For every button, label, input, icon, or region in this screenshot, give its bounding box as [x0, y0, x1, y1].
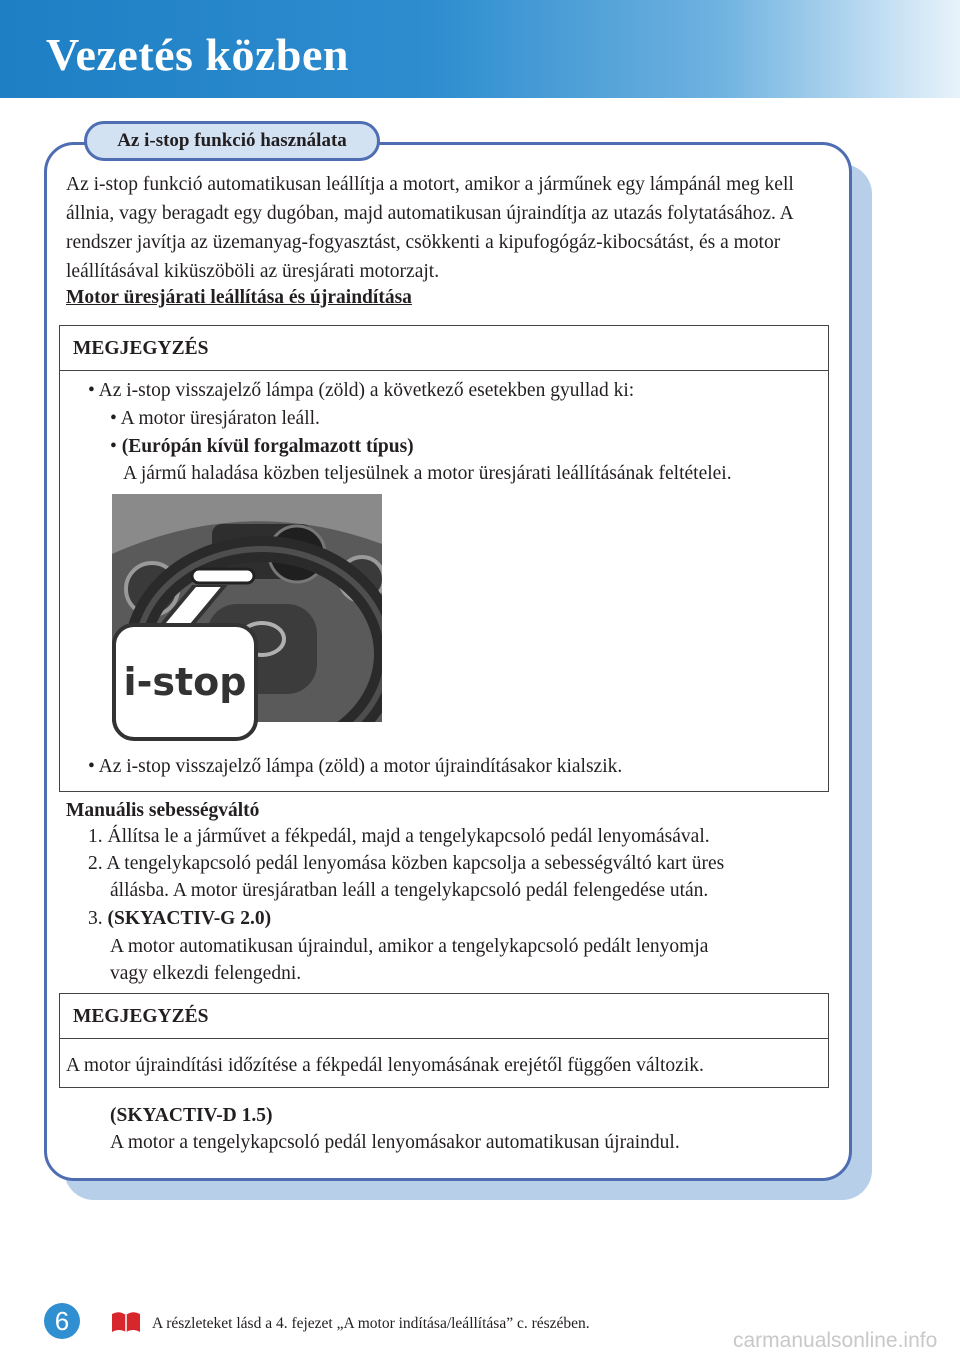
note-bullet-2: • Az i-stop visszajelző lámpa (zöld) a motor újraindításakor kialszik.	[88, 756, 623, 777]
note-bullet-1: • Az i-stop visszajelző lámpa (zöld) a következő esetekben gyullad ki:	[88, 380, 635, 401]
watermark: carmanualsonline.info	[733, 1329, 938, 1352]
diesel-text: A motor a tengelykapcsoló pedál lenyomásakor automatikusan újraindul.	[110, 1132, 680, 1153]
page-number: 6	[44, 1303, 80, 1339]
step-3	[88, 905, 271, 932]
diesel-engine-label: (SKYACTIV-D 1.5)	[110, 1105, 273, 1126]
step-3-engine: (SKYACTIV-G 2.0)	[107, 908, 272, 929]
note-heading: MEGJEGYZÉS	[60, 994, 828, 1039]
footer-reference: A részleteket lásd a 4. fejezet „A motor indítása/leállítása” c. részében.	[152, 1315, 590, 1332]
i-stop-indicator-callout	[112, 623, 258, 741]
page-header	[0, 0, 960, 98]
manual-heading: Manuális sebességváltó	[66, 800, 260, 821]
page-title: Vezetés közben	[46, 29, 349, 80]
bullet-mark: •	[110, 436, 117, 457]
step-2-cont: állásba. A motor üresjáratban leáll a tengelykapcsoló pedál felengedése után.	[110, 880, 709, 901]
step-3-text: A motor automatikusan újraindul, amikor a tengelykapcsoló pedált lenyomja	[110, 936, 709, 957]
note-sub-bullet-1: • A motor üresjáraton leáll.	[110, 408, 320, 429]
book-icon	[110, 1310, 142, 1334]
note-2-text: A motor újraindítási időzítése a fékpedál lenyomásának erejétől függően változik.	[66, 1055, 704, 1076]
step-3-text-cont: vagy elkezdi felengedni.	[110, 963, 302, 984]
intro-paragraph: Az i-stop funkció automatikusan leállítja a motort, amikor a járműnek egy lámpánál meg kell állnia, vagy beragadt egy dugóban, majd automatikusan újraindítja az utazás folytatásához. A rendszer javítja az üzemanyag-fogyasztást, csökkenti a kipufogógáz-kibocsátást, és a motor leállításával kiküszöböli az üresjárati motorzajt.	[66, 174, 794, 282]
region-label: (Európán kívül forgalmazott típus)	[121, 436, 414, 457]
note-heading: MEGJEGYZÉS	[60, 326, 828, 371]
step-2: 2. A tengelykapcsoló pedál lenyomása közben kapcsolja a sebességváltó kart üres	[88, 853, 725, 874]
note-sub-bullet-2	[110, 433, 414, 460]
subheading: Motor üresjárati leállítása és újraindítása	[66, 287, 412, 308]
note-sub-bullet-2-text: A jármű haladása közben teljesülnek a motor üresjárati leállításának feltételei.	[123, 463, 732, 484]
section-tab: Az i-stop funkció használata	[84, 121, 380, 161]
i-stop-indicator-label: i-stop	[123, 660, 247, 704]
step-3-number: 3.	[88, 908, 103, 929]
step-1: 1. Állítsa le a járművet a fékpedál, majd a tengelykapcsoló pedál lenyomásával.	[88, 826, 710, 847]
